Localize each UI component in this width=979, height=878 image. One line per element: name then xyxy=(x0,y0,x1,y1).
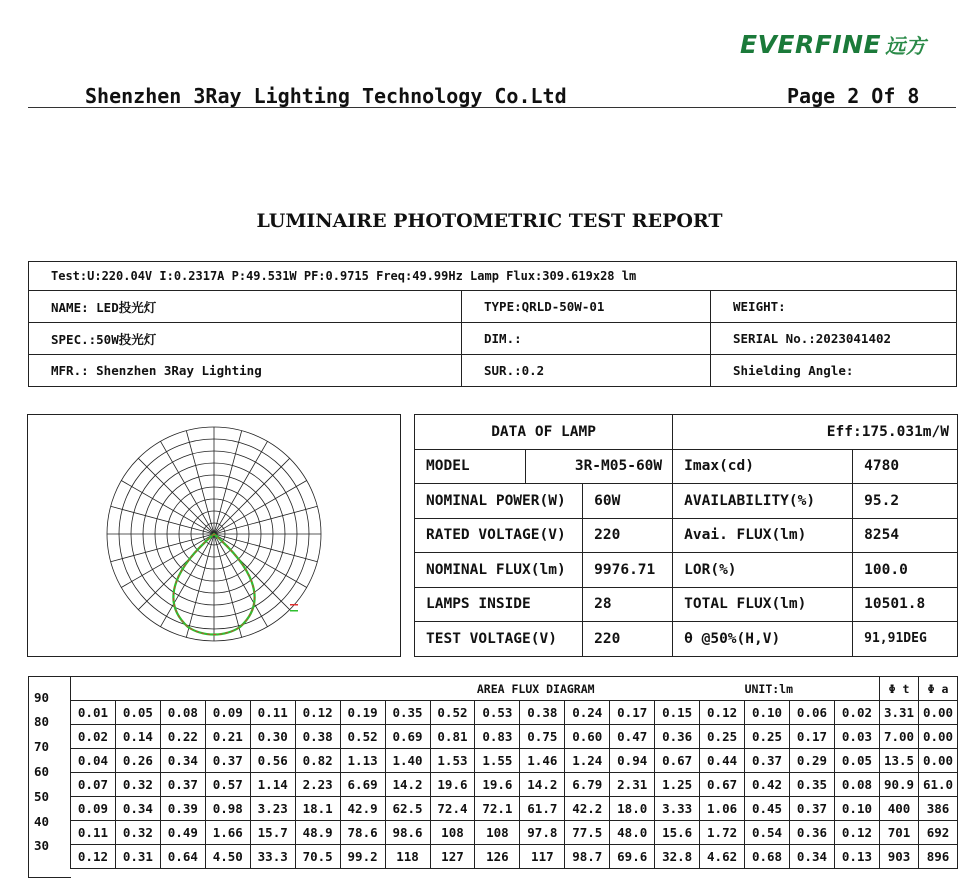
flux-cell: 0.38 xyxy=(295,725,340,749)
lamp-key: Avai. FLUX(lm) xyxy=(673,518,853,553)
flux-cell: 0.12 xyxy=(295,701,340,725)
flux-cell: 0.56 xyxy=(250,749,295,773)
flux-cell: 19.6 xyxy=(430,773,475,797)
flux-cell: 692 xyxy=(919,821,958,845)
lamp-value: 8254 xyxy=(853,518,958,553)
flux-cell: 61.0 xyxy=(919,773,958,797)
flux-cell: 18.0 xyxy=(610,797,655,821)
flux-cell: 7.00 xyxy=(880,725,919,749)
flux-cell: 0.83 xyxy=(475,725,520,749)
flux-cell: 1.55 xyxy=(475,749,520,773)
flux-cell: 0.98 xyxy=(205,797,250,821)
flux-cell: 97.8 xyxy=(520,821,565,845)
flux-cell: 1.25 xyxy=(655,773,700,797)
lamp-key: NOMINAL POWER(W) xyxy=(415,484,583,519)
phi-a-header: Φ a xyxy=(919,677,958,701)
flux-cell: 0.13 xyxy=(834,845,879,869)
flux-cell: 0.45 xyxy=(745,797,790,821)
flux-cell: 0.09 xyxy=(205,701,250,725)
efficacy-value: Eff:175.031m/W xyxy=(673,415,958,450)
flux-cell: 72.4 xyxy=(430,797,475,821)
flux-cell: 0.17 xyxy=(610,701,655,725)
lamp-key: TOTAL FLUX(lm) xyxy=(673,587,853,622)
flux-cell: 0.07 xyxy=(71,773,116,797)
flux-cell: 33.3 xyxy=(250,845,295,869)
flux-cell: 0.15 xyxy=(655,701,700,725)
lamp-key: RATED VOLTAGE(V) xyxy=(415,518,583,553)
lamp-value: 220 xyxy=(583,518,673,553)
flux-cell: 0.32 xyxy=(115,821,160,845)
flux-angle-label: 50 xyxy=(34,789,50,804)
flux-cell: 0.37 xyxy=(790,797,835,821)
flux-cell: 13.5 xyxy=(880,749,919,773)
phi-t-header: Φ t xyxy=(880,677,919,701)
flux-cell: 0.37 xyxy=(745,749,790,773)
flux-row xyxy=(71,725,958,749)
flux-cell: 0.12 xyxy=(834,821,879,845)
flux-cell: 0.08 xyxy=(160,701,205,725)
flux-unit: UNIT:lm xyxy=(745,677,880,701)
flux-angle-label: 80 xyxy=(34,714,50,729)
flux-cell: 0.34 xyxy=(790,845,835,869)
shielding-cell: Shielding Angle: xyxy=(711,355,957,387)
report-title: LUMINAIRE PHOTOMETRIC TEST REPORT xyxy=(256,210,723,232)
flux-cell: 127 xyxy=(430,845,475,869)
flux-cell: 903 xyxy=(880,845,919,869)
flux-cell: 1.40 xyxy=(385,749,430,773)
polar-distribution-diagram xyxy=(27,414,401,657)
lamp-data-table xyxy=(414,414,958,657)
flux-cell: 0.47 xyxy=(610,725,655,749)
flux-cell: 98.7 xyxy=(565,845,610,869)
serial-cell: SERIAL No.:2023041402 xyxy=(711,323,957,355)
flux-angle-label: 70 xyxy=(34,739,50,754)
flux-cell: 0.36 xyxy=(790,821,835,845)
flux-cell: 0.31 xyxy=(115,845,160,869)
flux-cell: 701 xyxy=(880,821,919,845)
lamp-key: AVAILABILITY(%) xyxy=(673,484,853,519)
flux-cell: 0.60 xyxy=(565,725,610,749)
name-cell: NAME: LED投光灯 xyxy=(29,291,462,323)
flux-cell: 90.9 xyxy=(880,773,919,797)
flux-cell: 4.62 xyxy=(700,845,745,869)
flux-cell: 0.35 xyxy=(790,773,835,797)
flux-row xyxy=(71,821,958,845)
header-rule xyxy=(28,107,956,108)
flux-cell: 108 xyxy=(430,821,475,845)
flux-cell: 0.82 xyxy=(295,749,340,773)
lamp-key: Imax(cd) xyxy=(673,449,853,484)
flux-cell: 0.11 xyxy=(250,701,295,725)
lamp-value: 60W xyxy=(583,484,673,519)
lamp-key: LAMPS INSIDE xyxy=(415,587,583,622)
flux-cell: 0.57 xyxy=(205,773,250,797)
flux-row xyxy=(71,845,958,869)
flux-cell: 0.25 xyxy=(745,725,790,749)
flux-cell: 3.33 xyxy=(655,797,700,821)
flux-cell: 0.03 xyxy=(834,725,879,749)
flux-cell: 0.26 xyxy=(115,749,160,773)
flux-cell: 0.67 xyxy=(655,749,700,773)
flux-cell: 0.53 xyxy=(475,701,520,725)
flux-cell: 61.7 xyxy=(520,797,565,821)
flux-cell: 1.46 xyxy=(520,749,565,773)
flux-cell: 62.5 xyxy=(385,797,430,821)
flux-cell: 0.67 xyxy=(700,773,745,797)
flux-cell: 2.31 xyxy=(610,773,655,797)
flux-cell: 0.05 xyxy=(834,749,879,773)
flux-cell: 1.24 xyxy=(565,749,610,773)
flux-cell: 0.02 xyxy=(834,701,879,725)
flux-cell: 0.75 xyxy=(520,725,565,749)
flux-cell: 0.10 xyxy=(745,701,790,725)
flux-cell: 0.05 xyxy=(115,701,160,725)
lamp-value: 3R-M05-60W xyxy=(526,449,673,484)
flux-cell: 0.09 xyxy=(71,797,116,821)
flux-row xyxy=(71,797,958,821)
flux-cell: 3.23 xyxy=(250,797,295,821)
flux-cell: 0.81 xyxy=(430,725,475,749)
flux-cell: 0.54 xyxy=(745,821,790,845)
lamp-value: 28 xyxy=(583,587,673,622)
flux-cell: 6.79 xyxy=(565,773,610,797)
flux-cell: 19.6 xyxy=(475,773,520,797)
flux-cell: 0.10 xyxy=(834,797,879,821)
lamp-key: MODEL xyxy=(415,449,526,484)
type-cell: TYPE:QRLD-50W-01 xyxy=(462,291,711,323)
lamp-value: 220 xyxy=(583,622,673,657)
flux-cell: 42.9 xyxy=(340,797,385,821)
flux-cell: 0.35 xyxy=(385,701,430,725)
flux-cell: 1.13 xyxy=(340,749,385,773)
flux-cell: 0.00 xyxy=(919,725,958,749)
flux-cell: 32.8 xyxy=(655,845,700,869)
flux-cell: 99.2 xyxy=(340,845,385,869)
flux-cell: 1.53 xyxy=(430,749,475,773)
flux-angle-label: 40 xyxy=(34,814,50,829)
polar-diagram-svg xyxy=(28,415,400,656)
flux-cell: 77.5 xyxy=(565,821,610,845)
flux-cell: 0.37 xyxy=(205,749,250,773)
flux-cell: 0.34 xyxy=(160,749,205,773)
weight-cell: WEIGHT: xyxy=(711,291,957,323)
flux-cell: 18.1 xyxy=(295,797,340,821)
flux-cell: 1.14 xyxy=(250,773,295,797)
flux-title: AREA FLUX DIAGRAM xyxy=(71,677,745,701)
flux-cell: 0.00 xyxy=(919,749,958,773)
flux-cell: 0.17 xyxy=(790,725,835,749)
lamp-value: 91,91DEG xyxy=(853,622,958,657)
flux-cell: 70.5 xyxy=(295,845,340,869)
flux-cell: 0.12 xyxy=(700,701,745,725)
flux-angle-label: 60 xyxy=(34,764,50,779)
flux-cell: 1.66 xyxy=(205,821,250,845)
everfine-logo: EVERFINE 远方 xyxy=(740,30,927,59)
lamp-value: 4780 xyxy=(853,449,958,484)
flux-cell: 69.6 xyxy=(610,845,655,869)
lamp-key: NOMINAL FLUX(lm) xyxy=(415,553,583,588)
flux-cell: 0.12 xyxy=(71,845,116,869)
flux-cell: 14.2 xyxy=(385,773,430,797)
flux-cell: 0.39 xyxy=(160,797,205,821)
flux-cell: 2.23 xyxy=(295,773,340,797)
flux-cell: 117 xyxy=(520,845,565,869)
flux-cell: 0.22 xyxy=(160,725,205,749)
flux-cell: 0.69 xyxy=(385,725,430,749)
flux-row xyxy=(71,701,958,725)
flux-cell: 3.31 xyxy=(880,701,919,725)
flux-cell: 15.7 xyxy=(250,821,295,845)
flux-cell: 0.08 xyxy=(834,773,879,797)
flux-cell: 896 xyxy=(919,845,958,869)
flux-cell: 0.94 xyxy=(610,749,655,773)
flux-cell: 0.19 xyxy=(340,701,385,725)
test-conditions: Test:U:220.04V I:0.2317A P:49.531W PF:0.9715 Freq:49.99Hz Lamp Flux:309.619x28 lm xyxy=(29,262,957,291)
flux-cell: 78.6 xyxy=(340,821,385,845)
page-number: Page 2 Of 8 xyxy=(787,84,920,108)
lamp-value: 9976.71 xyxy=(583,553,673,588)
lamp-value: 100.0 xyxy=(853,553,958,588)
flux-cell: 0.02 xyxy=(71,725,116,749)
spec-cell: SPEC.:50W投光灯 xyxy=(29,323,462,355)
flux-cell: 0.52 xyxy=(340,725,385,749)
test-info-table xyxy=(28,261,957,387)
flux-cell: 386 xyxy=(919,797,958,821)
flux-cell: 0.68 xyxy=(745,845,790,869)
flux-angle-label: 30 xyxy=(34,838,50,853)
flux-cell: 0.06 xyxy=(790,701,835,725)
flux-cell: 1.72 xyxy=(700,821,745,845)
flux-cell: 0.01 xyxy=(71,701,116,725)
flux-cell: 0.64 xyxy=(160,845,205,869)
flux-cell: 0.00 xyxy=(919,701,958,725)
flux-cell: 0.44 xyxy=(700,749,745,773)
lamp-key: θ @50%(H,V) xyxy=(673,622,853,657)
company-name: Shenzhen 3Ray Lighting Technology Co.Ltd xyxy=(85,84,567,108)
flux-cell: 0.29 xyxy=(790,749,835,773)
flux-cell: 0.11 xyxy=(71,821,116,845)
flux-row xyxy=(71,749,958,773)
flux-cell: 0.24 xyxy=(565,701,610,725)
flux-cell: 0.32 xyxy=(115,773,160,797)
flux-cell: 48.0 xyxy=(610,821,655,845)
flux-cell: 0.36 xyxy=(655,725,700,749)
flux-row xyxy=(71,773,958,797)
flux-cell: 126 xyxy=(475,845,520,869)
flux-cell: 0.42 xyxy=(745,773,790,797)
flux-cell: 42.2 xyxy=(565,797,610,821)
flux-cell: 0.34 xyxy=(115,797,160,821)
lamp-value: 10501.8 xyxy=(853,587,958,622)
flux-cell: 15.6 xyxy=(655,821,700,845)
lamp-data-heading: DATA OF LAMP xyxy=(415,415,673,450)
flux-cell: 4.50 xyxy=(205,845,250,869)
flux-cell: 0.21 xyxy=(205,725,250,749)
flux-cell: 0.14 xyxy=(115,725,160,749)
flux-cell: 98.6 xyxy=(385,821,430,845)
lamp-value: 95.2 xyxy=(853,484,958,519)
dim-cell: DIM.: xyxy=(462,323,711,355)
flux-cell: 0.25 xyxy=(700,725,745,749)
flux-cell: 48.9 xyxy=(295,821,340,845)
flux-cell: 6.69 xyxy=(340,773,385,797)
flux-cell: 72.1 xyxy=(475,797,520,821)
flux-cell: 0.38 xyxy=(520,701,565,725)
mfr-cell: MFR.: Shenzhen 3Ray Lighting xyxy=(29,355,462,387)
flux-cell: 118 xyxy=(385,845,430,869)
flux-cell: 0.49 xyxy=(160,821,205,845)
flux-cell: 0.30 xyxy=(250,725,295,749)
flux-cell: 0.04 xyxy=(71,749,116,773)
area-flux-table xyxy=(70,676,958,869)
flux-cell: 14.2 xyxy=(520,773,565,797)
flux-cell: 400 xyxy=(880,797,919,821)
flux-angle-label: 90 xyxy=(34,690,50,705)
flux-cell: 0.37 xyxy=(160,773,205,797)
flux-cell: 1.06 xyxy=(700,797,745,821)
flux-cell: 0.52 xyxy=(430,701,475,725)
flux-cell: 108 xyxy=(475,821,520,845)
lamp-key: LOR(%) xyxy=(673,553,853,588)
lamp-key: TEST VOLTAGE(V) xyxy=(415,622,583,657)
sur-cell: SUR.:0.2 xyxy=(462,355,711,387)
